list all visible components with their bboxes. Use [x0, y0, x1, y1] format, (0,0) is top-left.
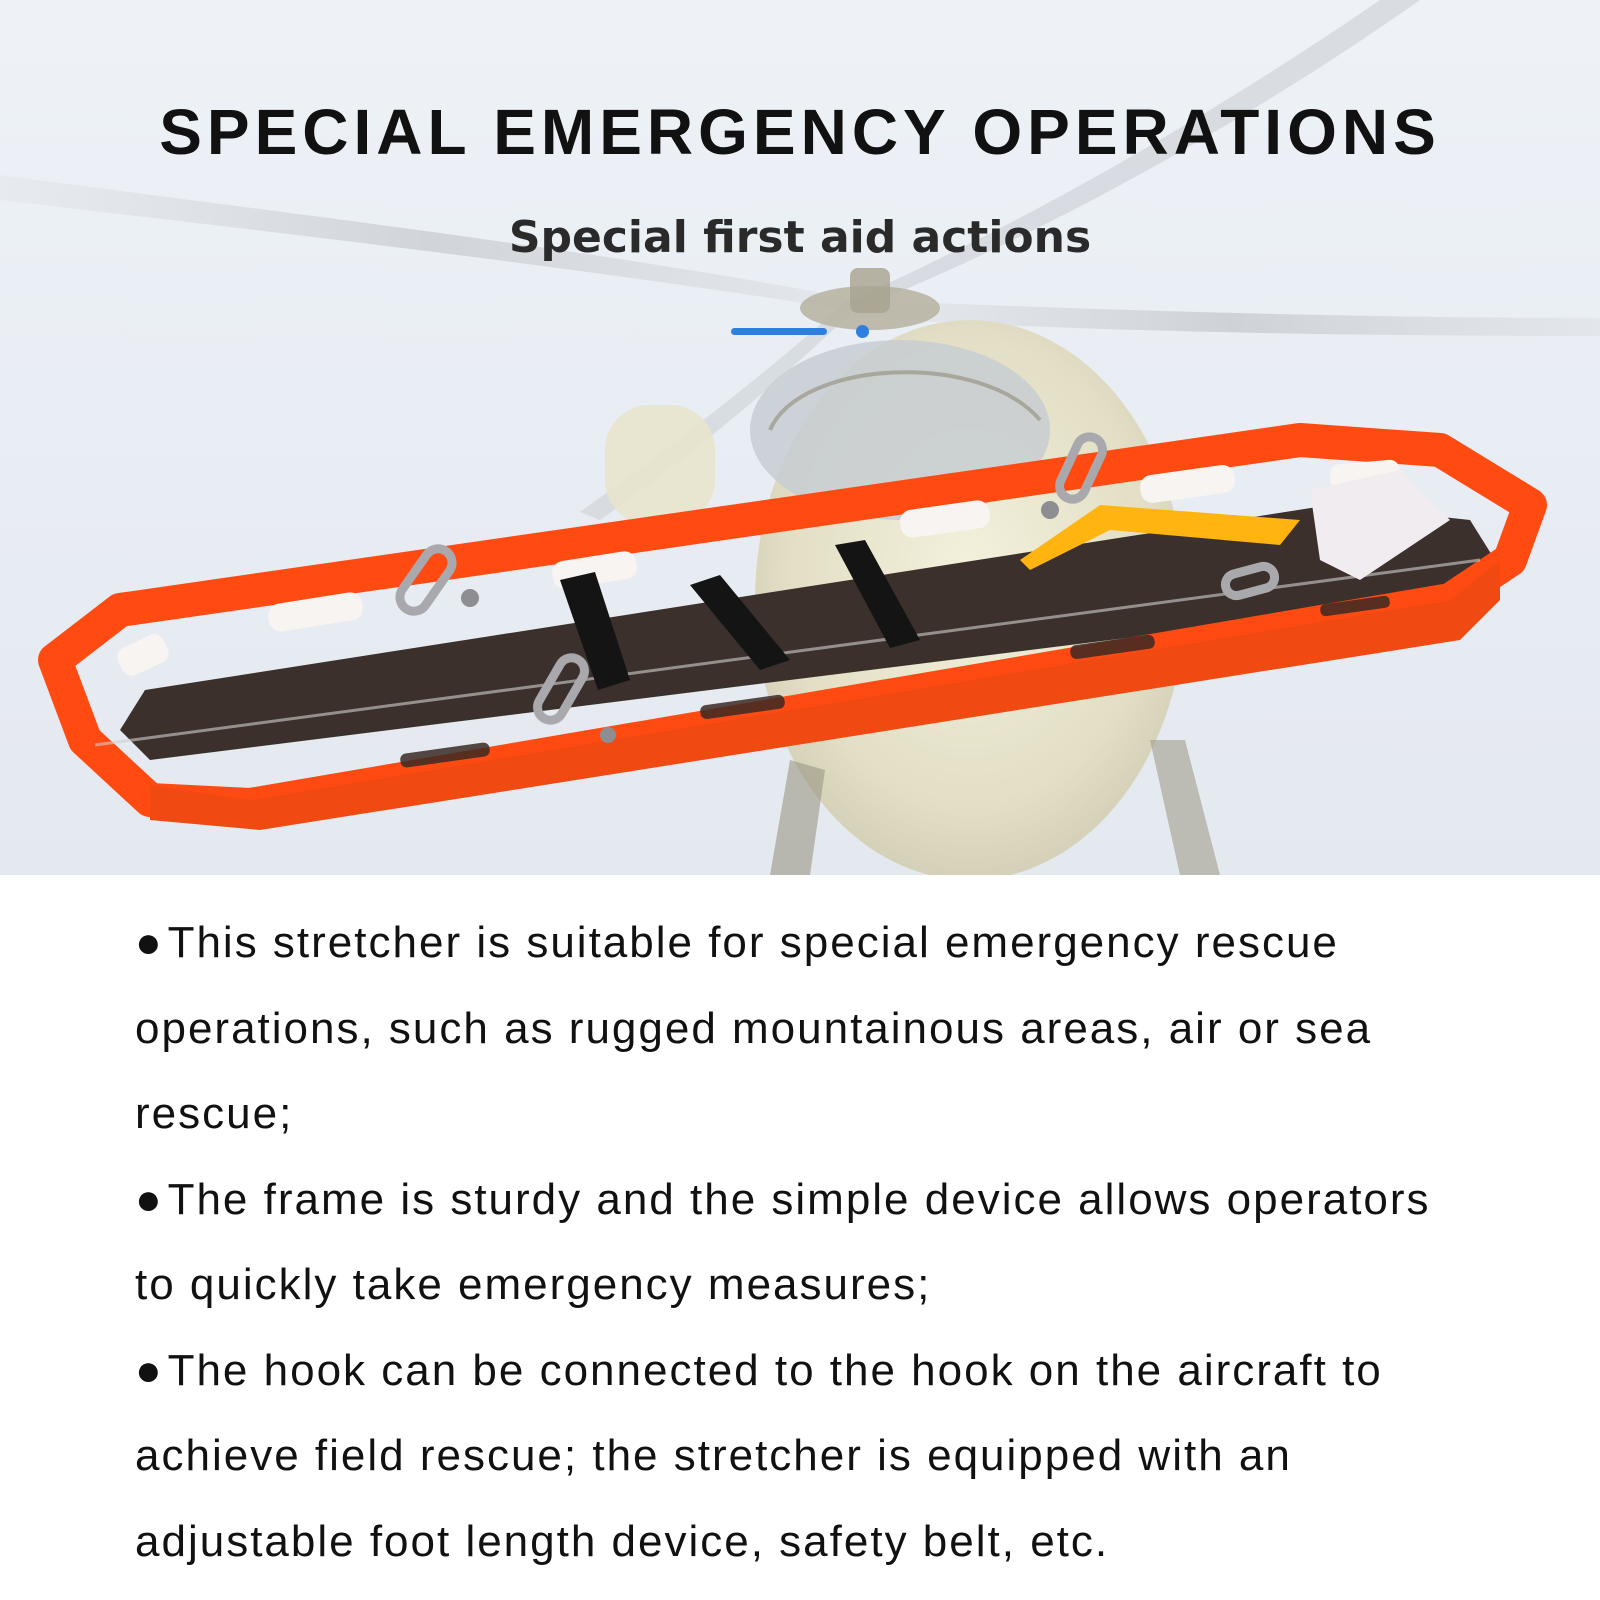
page-subtitle: Special first aid actions [508, 212, 1092, 263]
feature-list [135, 900, 1475, 1584]
feature-item [135, 900, 1475, 1157]
feature-text: The frame is sturdy and the simple device allows operators to quickly take emergency measures; [135, 1174, 1431, 1309]
feature-text: The hook can be connected to the hook on the aircraft to achieve field rescue; the stretcher is equipped with an adjustable foot length device, safety belt, etc. [135, 1345, 1383, 1566]
divider-dot [856, 325, 869, 338]
title-divider [731, 324, 871, 340]
page-title: SPECIAL EMERGENCY OPERATIONS [159, 96, 1441, 168]
bullet-icon: ● [135, 918, 164, 967]
divider-bar [731, 328, 827, 335]
feature-item [135, 1157, 1475, 1328]
bullet-icon: ● [135, 1174, 164, 1224]
feature-item [135, 1328, 1475, 1585]
bullet-icon: ● [135, 1345, 164, 1395]
feature-text: This stretcher is suitable for special emergency rescue operations, such as rugged mountainous areas, air or sea rescue; [135, 918, 1373, 1138]
